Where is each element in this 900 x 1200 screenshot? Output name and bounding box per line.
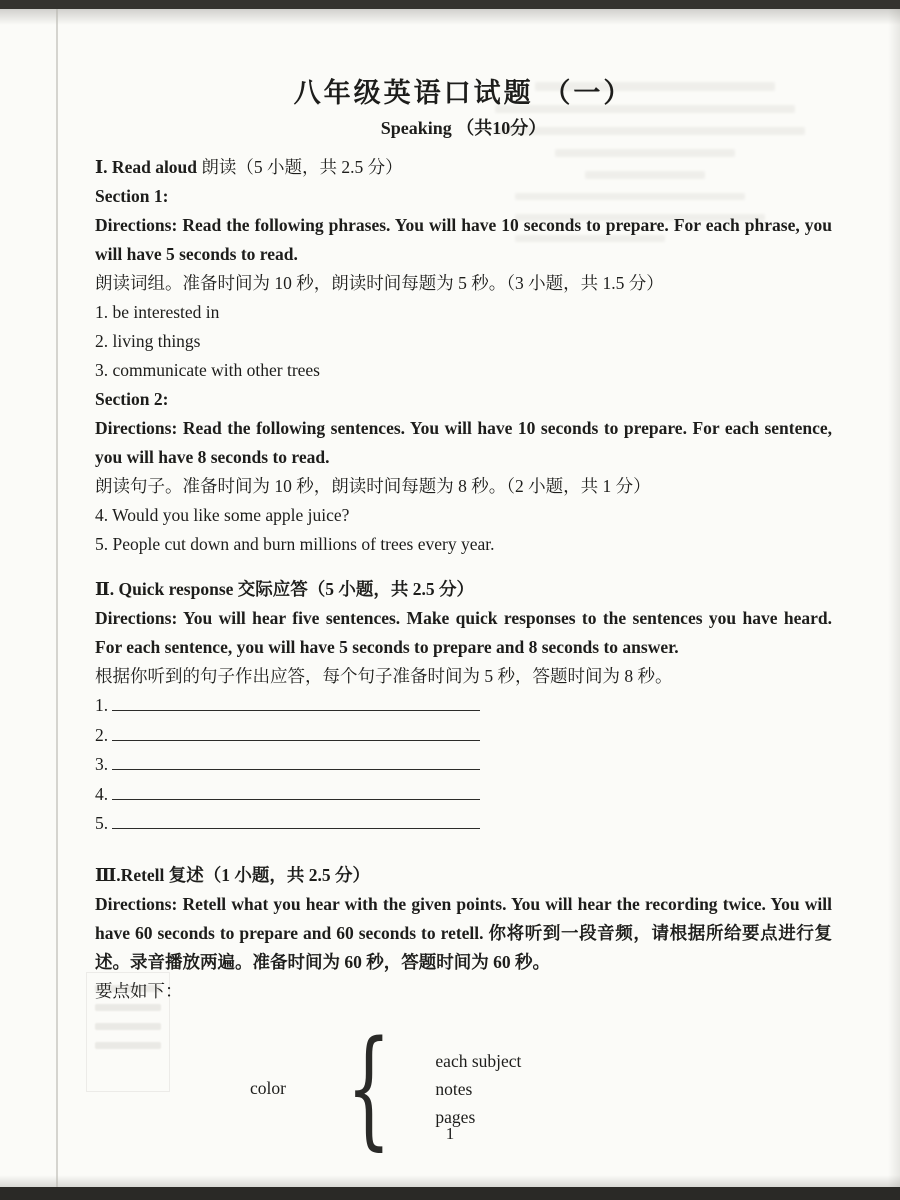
answer-blank-row <box>95 691 832 721</box>
answer-blank-line <box>112 782 480 800</box>
part2-heading-en: Ⅱ. Quick response <box>95 579 234 599</box>
answer-blank-line <box>112 723 480 741</box>
page-title: 八年级英语口试题 （一） <box>293 78 634 108</box>
diagram-item: pages <box>435 1106 476 1127</box>
read-aloud-item: 3. communicate with other trees <box>95 360 320 380</box>
document-body <box>95 76 832 1163</box>
answer-blank-row <box>95 721 832 751</box>
read-aloud-item: 1. be interested in <box>95 302 220 322</box>
diagram-item: notes <box>435 1078 473 1099</box>
blank-number: 1. <box>95 695 109 715</box>
part3-heading-en: Ⅲ.Retell <box>95 864 165 885</box>
blank-number: 3. <box>95 754 109 774</box>
part1-heading-en: Ⅰ. Read aloud <box>95 157 198 177</box>
answer-blank-row <box>95 809 832 839</box>
part1-section1-directions-cn: 朗读词组。准备时间为 10 秒，朗读时间每题为 5 秒。（3 小题，共 1.5 分） <box>95 273 664 293</box>
part1-heading <box>95 153 832 182</box>
scan-edge-right-shade <box>888 9 900 1187</box>
answer-blank-row <box>95 780 832 810</box>
curly-brace-glyph: { <box>346 1013 392 1163</box>
blank-number: 4. <box>95 783 109 804</box>
blank-number: 5. <box>95 813 109 833</box>
read-aloud-item: 2. living things <box>95 331 201 351</box>
part3-directions: Directions: Retell what you hear with the given points. You will hear the recording twice. You will have 60 seconds to prepare and 60 seconds to retell. 你将听到一段音频，请根据所给要点进行复述。录音播放两遍。准备时间为 60 秒，答题时间为 60 秒。 <box>95 893 832 972</box>
section-subtitle <box>95 114 832 143</box>
part2-heading-cn: 交际应答（5 小题，共 2.5 分） <box>237 579 475 599</box>
part1-section1-directions: Directions: Read the following phrases. You will have 10 seconds to prepare. For each phrase, you will have 5 seconds to read. <box>95 215 832 264</box>
part2-heading <box>95 575 832 604</box>
subtitle-score: （共10分） <box>456 118 547 138</box>
answer-blank-line <box>112 693 480 711</box>
part1-heading-cn: 朗读（5 小题，共 2.5 分） <box>201 157 403 177</box>
part1-section1-label: Section 1: <box>95 186 169 206</box>
part1-section2-directions: Directions: Read the following sentences. You will have 10 seconds to prepare. For each sentence, you will have 8 seconds to read. <box>95 418 832 467</box>
part2-directions-cn: 根据你听到的句子作出应答，每个句子准备时间为 5 秒，答题时间为 8 秒。 <box>95 666 673 686</box>
read-aloud-item: 5. People cut down and burn millions of trees every year. <box>95 534 495 554</box>
part3-heading-cn: 复述（1 小题，共 2.5 分） <box>168 864 371 885</box>
answer-blank-line <box>112 752 480 770</box>
scan-edge-bottom-shadow <box>0 1175 900 1187</box>
diagram-item: each subject <box>435 1050 522 1071</box>
part1-section2-directions-cn: 朗读句子。准备时间为 10 秒，朗读时间每题为 8 秒。（2 小题，共 1 分） <box>95 476 651 496</box>
scan-fold-line <box>56 9 58 1187</box>
answer-blank-row <box>95 750 832 780</box>
part1-section2-label: Section 2: <box>95 389 169 409</box>
scan-edge-top-shadow <box>0 9 900 25</box>
part3-heading <box>95 861 832 890</box>
scan-edge-top <box>0 0 900 9</box>
subtitle-speaking: Speaking <box>380 118 452 138</box>
scan-edge-bottom <box>0 1187 900 1200</box>
read-aloud-item: 4. Would you like some apple juice? <box>95 505 350 525</box>
part2-directions: Directions: You will hear five sentences. Make quick responses to the sentences you have heard. For each sentence, you will have 5 seconds to prepare and 8 seconds to answer. <box>95 608 832 657</box>
page-number: 1 <box>445 1124 455 1143</box>
part3-points-label: 要点如下： <box>95 980 183 1001</box>
diagram-left-label: color <box>250 1078 286 1098</box>
blank-number: 2. <box>95 724 109 745</box>
answer-blank-line <box>112 811 480 829</box>
diagram-items <box>435 1051 521 1127</box>
